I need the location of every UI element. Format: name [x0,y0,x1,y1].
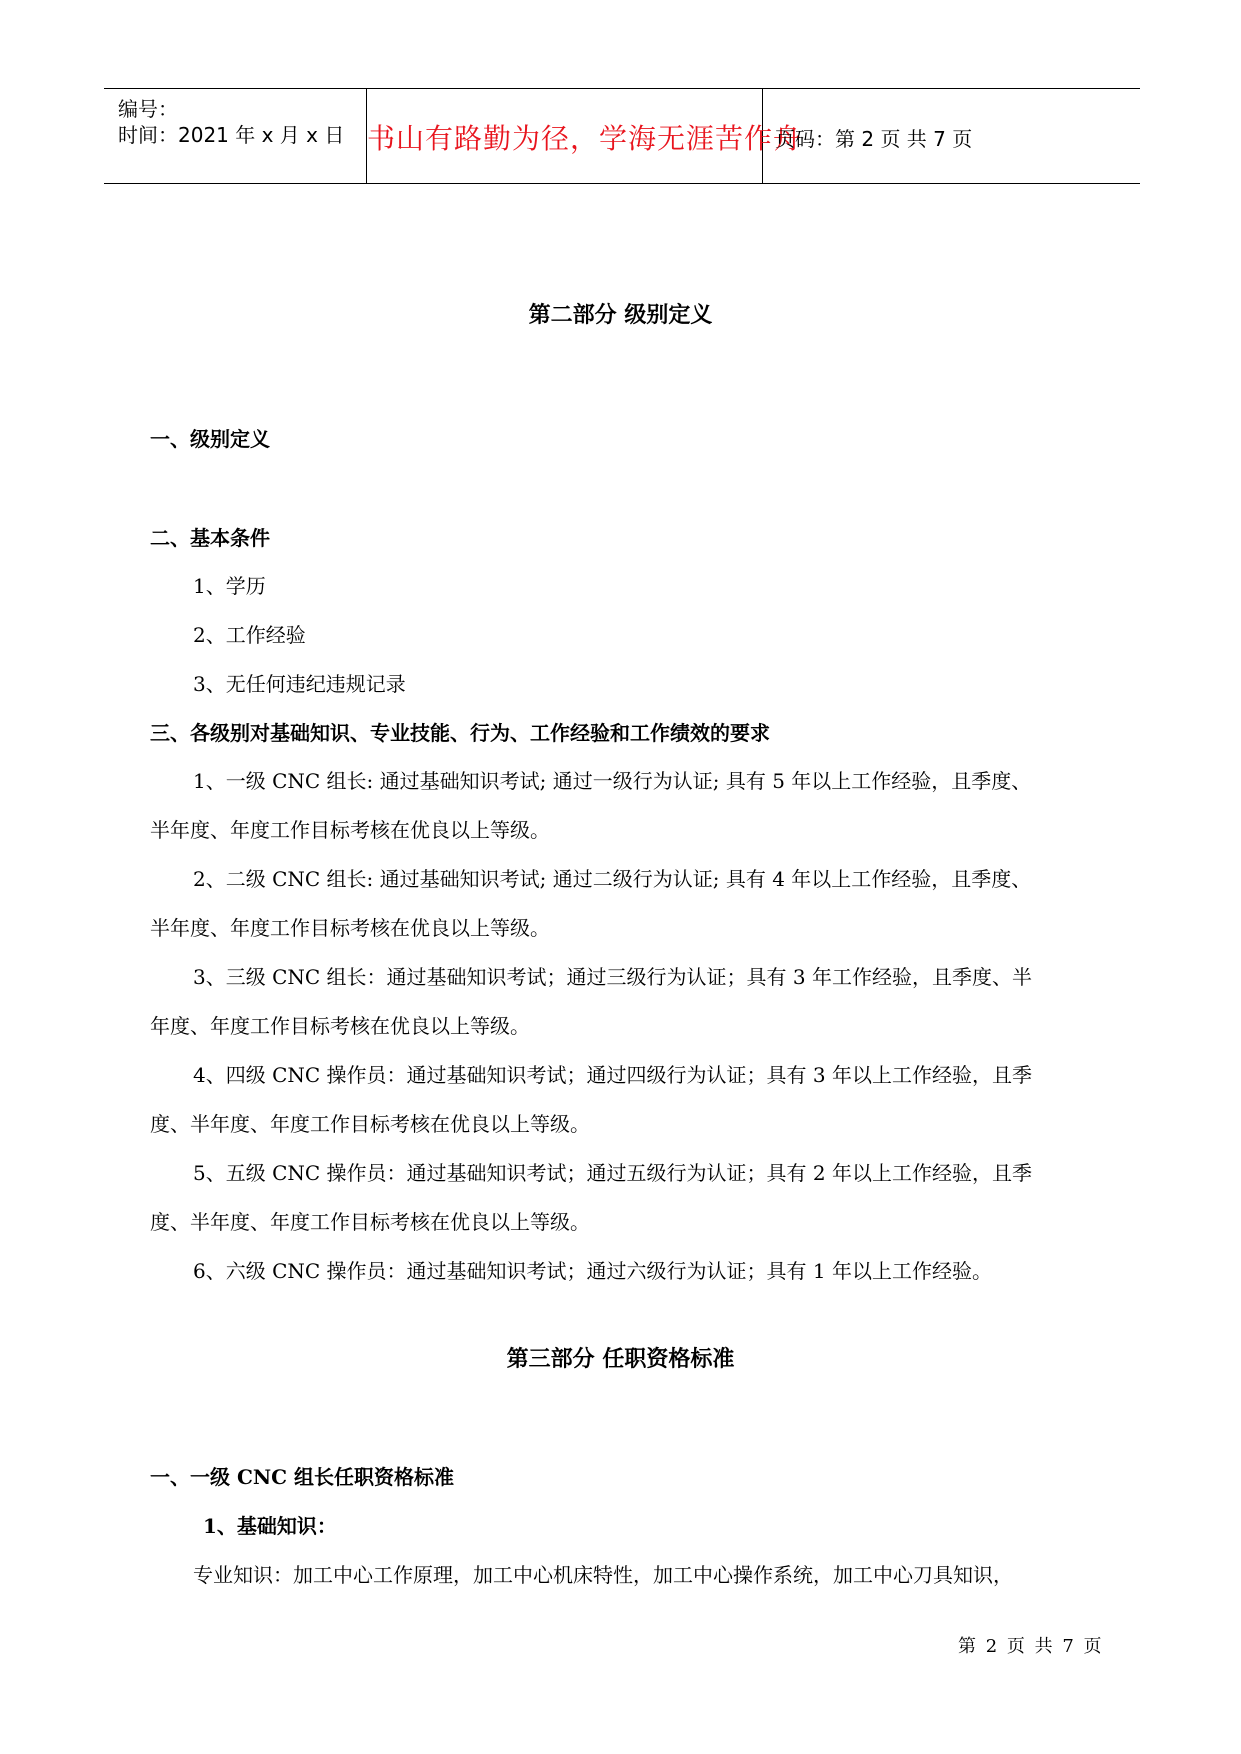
requirement-4-line1: 4、四级 CNC 操作员：通过基础知识考试；通过四级行为认证；具有 3 年以上工作经验，且季 [193,1063,1032,1087]
document-time-label: 时间：2021 年 x 月 x 日 [118,123,345,147]
part2-title: 第二部分 级别定义 [528,302,713,328]
part3-title: 第三部分 任职资格标准 [506,1346,735,1372]
requirement-3-line2: 年度、年度工作目标考核在优良以上等级。 [150,1014,530,1038]
part2-section3-heading: 三、各级别对基础知识、专业技能、行为、工作经验和工作绩效的要求 [150,721,770,745]
requirement-5-line2: 度、半年度、年度工作目标考核在优良以上等级。 [150,1210,590,1234]
requirement-2-line1: 2、二级 CNC 组长: 通过基础知识考试; 通过二级行为认证; 具有 4 年以上工作经验，且季度、 [193,867,1032,891]
requirement-1-line1: 1、一级 CNC 组长: 通过基础知识考试; 通过一级行为认证; 具有 5 年以上工作经验，且季度、 [193,769,1032,793]
document-number-label: 编号： [118,97,178,121]
header-motto-cell [367,89,803,183]
part2-section2-heading: 二、基本条件 [150,526,270,550]
requirement-6-line1: 6、六级 CNC 操作员：通过基础知识考试；通过六级行为认证；具有 1 年以上工作经验。 [193,1259,992,1283]
condition-item-3: 3、无任何违纪违规记录 [193,672,406,696]
part3-subsection1-heading: 1、基础知识： [203,1514,337,1538]
part2-section1-heading: 一、级别定义 [150,427,270,451]
part3-section1-heading: 一、一级 CNC 组长任职资格标准 [150,1465,455,1489]
requirement-3-line1: 3、三级 CNC 组长：通过基础知识考试；通过三级行为认证；具有 3 年工作经验，且季度、半 [193,965,1032,989]
page-footer: 第 2 页 共 7 页 [958,1636,1104,1657]
requirement-1-line2: 半年度、年度工作目标考核在优良以上等级。 [150,818,550,842]
header-motto: 书山有路勤为径，学海无涯苦作舟 [367,122,803,155]
professional-knowledge-line: 专业知识：加工中心工作原理，加工中心机床特性，加工中心操作系统，加工中心刀具知识， [193,1563,1013,1587]
condition-item-1: 1、学历 [193,574,266,598]
requirement-2-line2: 半年度、年度工作目标考核在优良以上等级。 [150,916,550,940]
header-page-cell [763,89,1140,183]
header-left-cell [104,89,367,183]
requirement-5-line1: 5、五级 CNC 操作员：通过基础知识考试；通过五级行为认证；具有 2 年以上工作经验，且季 [193,1161,1032,1185]
header-page-info: 页码：第 2 页 共 7 页 [775,127,973,151]
requirement-4-line2: 度、半年度、年度工作目标考核在优良以上等级。 [150,1112,590,1136]
page-header [104,88,1140,184]
condition-item-2: 2、工作经验 [193,623,306,647]
